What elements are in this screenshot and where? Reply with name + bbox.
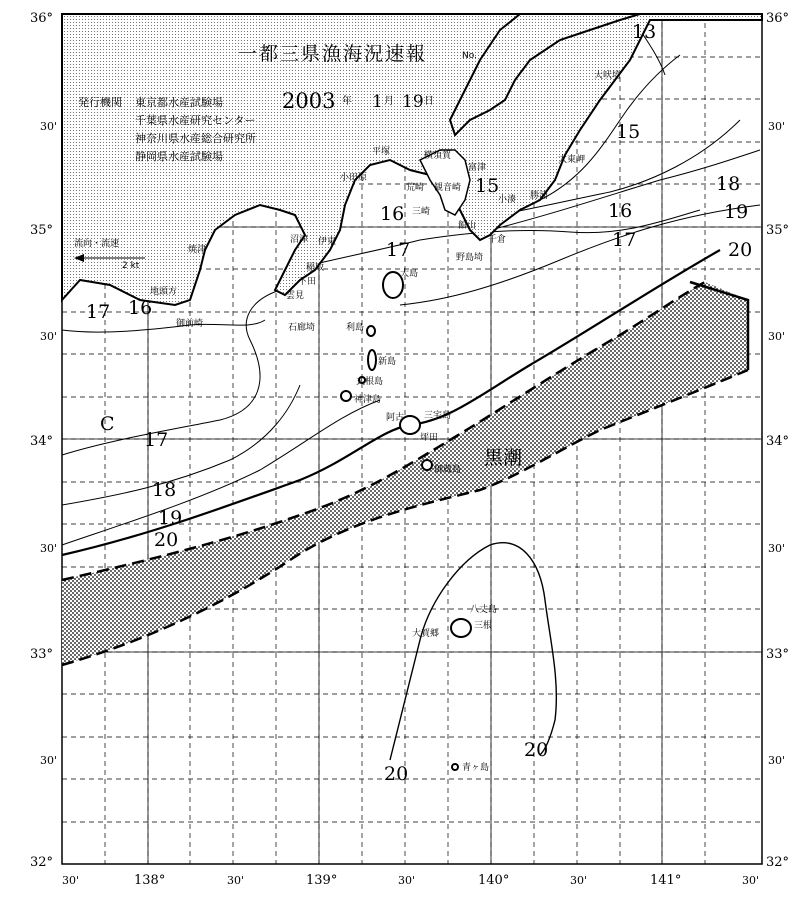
date-month: 1	[372, 92, 383, 112]
isotherm-label: 16	[380, 203, 405, 225]
place-name: 小湊	[498, 195, 517, 205]
lat-label: 30'	[768, 754, 786, 767]
isotherm-label: 17	[86, 301, 111, 323]
lat-label: 30'	[40, 542, 58, 555]
place-name: 稲取	[306, 263, 325, 273]
isotherm-label: 15	[616, 121, 641, 143]
lat-label: 33°	[30, 647, 54, 662]
lon-label: 140°	[478, 873, 510, 888]
island-toshima	[367, 326, 375, 336]
place-name: 大島	[400, 269, 419, 279]
lon-labels	[62, 873, 759, 888]
place-name: 石廊埼	[288, 323, 316, 333]
place-name: 富津	[468, 163, 487, 173]
place-name: 坪田	[420, 433, 439, 443]
current-legend-value: 2 kt	[122, 261, 140, 271]
lat-label: 36°	[766, 11, 790, 26]
place-name: 観音崎	[434, 183, 462, 193]
lon-label: 30'	[398, 874, 416, 887]
map-title-no: No.	[462, 51, 477, 61]
map-title: 一都三県漁海況速報	[238, 43, 428, 65]
lat-label: 30'	[40, 120, 58, 133]
place-name: 勝浦	[530, 191, 549, 201]
lon-label: 139°	[306, 873, 338, 888]
place-name: 八丈島	[470, 605, 498, 615]
place-name: 三根	[474, 621, 493, 631]
place-name: 神津島	[354, 395, 382, 405]
lat-label: 30'	[768, 330, 786, 343]
isotherm-label: 20	[728, 239, 753, 261]
isotherm-label: 16	[608, 200, 633, 222]
org-shizuoka: 静岡県水産試験場	[135, 150, 223, 163]
current-legend-label: 流向・流速	[74, 239, 120, 249]
lat-label: 35°	[766, 223, 790, 238]
lat-label: 36°	[30, 11, 54, 26]
island-hachijojima	[451, 619, 471, 637]
lat-label: 32°	[30, 855, 54, 870]
place-name: 式根島	[356, 377, 384, 387]
org-kanagawa: 神奈川県水産総合研究所	[135, 132, 256, 145]
place-name: 下田	[298, 277, 317, 287]
isotherm-label: 17	[386, 239, 411, 261]
lat-label: 30'	[768, 120, 786, 133]
lat-labels-left	[30, 11, 57, 870]
lon-label: 30'	[742, 874, 760, 887]
isotherm-label: 16	[128, 297, 153, 319]
place-name: 三宅島	[424, 411, 452, 421]
lat-labels-right	[766, 11, 789, 870]
place-name: 館山	[458, 221, 477, 231]
isotherm-label: 20	[524, 739, 549, 761]
place-name: 沼津	[290, 235, 309, 245]
place-name: 焼津	[188, 245, 207, 255]
place-name: 利島	[346, 323, 365, 333]
isotherm-label: 20	[384, 763, 409, 785]
island-niijima	[368, 350, 376, 370]
lat-label: 34°	[766, 434, 790, 449]
place-name: 荒崎	[406, 183, 425, 193]
date-month-unit: 月	[384, 96, 394, 107]
place-name: 雲見	[286, 291, 305, 301]
issuer-label: 発行機関	[78, 96, 122, 109]
place-name: 太東岬	[558, 155, 586, 165]
org-chiba: 千葉県水産研究センター	[135, 114, 256, 127]
place-name: 大賀郷	[412, 629, 440, 639]
place-name: 小田原	[340, 173, 368, 183]
isotherm-label: 17	[144, 429, 169, 451]
place-name: 横須賀	[424, 151, 452, 161]
cold-water-label: C	[100, 413, 115, 435]
isotherm-label: 17	[612, 229, 637, 251]
date-day-unit: 日	[424, 96, 434, 107]
isotherm-label: 13	[632, 21, 657, 43]
lat-label: 30'	[768, 542, 786, 555]
isotherm-label: 18	[716, 173, 741, 195]
place-name: 御前崎	[176, 319, 204, 329]
kuroshio-label: 黒潮	[484, 447, 523, 469]
date-day: 19	[402, 92, 424, 112]
lat-label: 30'	[40, 754, 58, 767]
island-kozushima	[341, 391, 351, 401]
place-name: 地頭方	[150, 287, 178, 297]
isotherm-label: 20	[154, 529, 179, 551]
place-name: 伊東	[318, 237, 337, 247]
lon-label: 138°	[134, 873, 166, 888]
isotherm-label: 18	[152, 479, 177, 501]
date-year-unit: 年	[342, 96, 352, 107]
place-name: 野島埼	[456, 253, 484, 263]
place-name: 大吠埼	[594, 71, 622, 81]
lon-label: 30'	[227, 874, 245, 887]
place-name: 三崎	[412, 207, 431, 217]
isotherm-label: 19	[158, 507, 183, 529]
lat-label: 34°	[30, 434, 54, 449]
place-name: 御蔵島	[434, 465, 462, 475]
place-name: 千倉	[488, 235, 507, 245]
lat-label: 35°	[30, 223, 54, 238]
isotherm-label: 15	[475, 175, 500, 197]
lat-label: 33°	[766, 647, 790, 662]
place-name: 青ヶ島	[462, 763, 490, 773]
lat-label: 30'	[40, 330, 58, 343]
isotherm-label: 19	[724, 201, 749, 223]
island-mikurajima	[422, 460, 432, 470]
lat-label: 32°	[766, 855, 790, 870]
org-tokyo: 東京都水産試験場	[135, 96, 223, 109]
place-name: 阿古	[386, 413, 405, 423]
lon-label: 30'	[570, 874, 588, 887]
lon-label: 141°	[650, 873, 682, 888]
date-year: 2003	[282, 89, 336, 113]
place-name: 新島	[378, 357, 397, 367]
place-name: 平塚	[372, 147, 391, 157]
lon-label: 30'	[62, 874, 80, 887]
island-aogashima	[452, 764, 458, 770]
